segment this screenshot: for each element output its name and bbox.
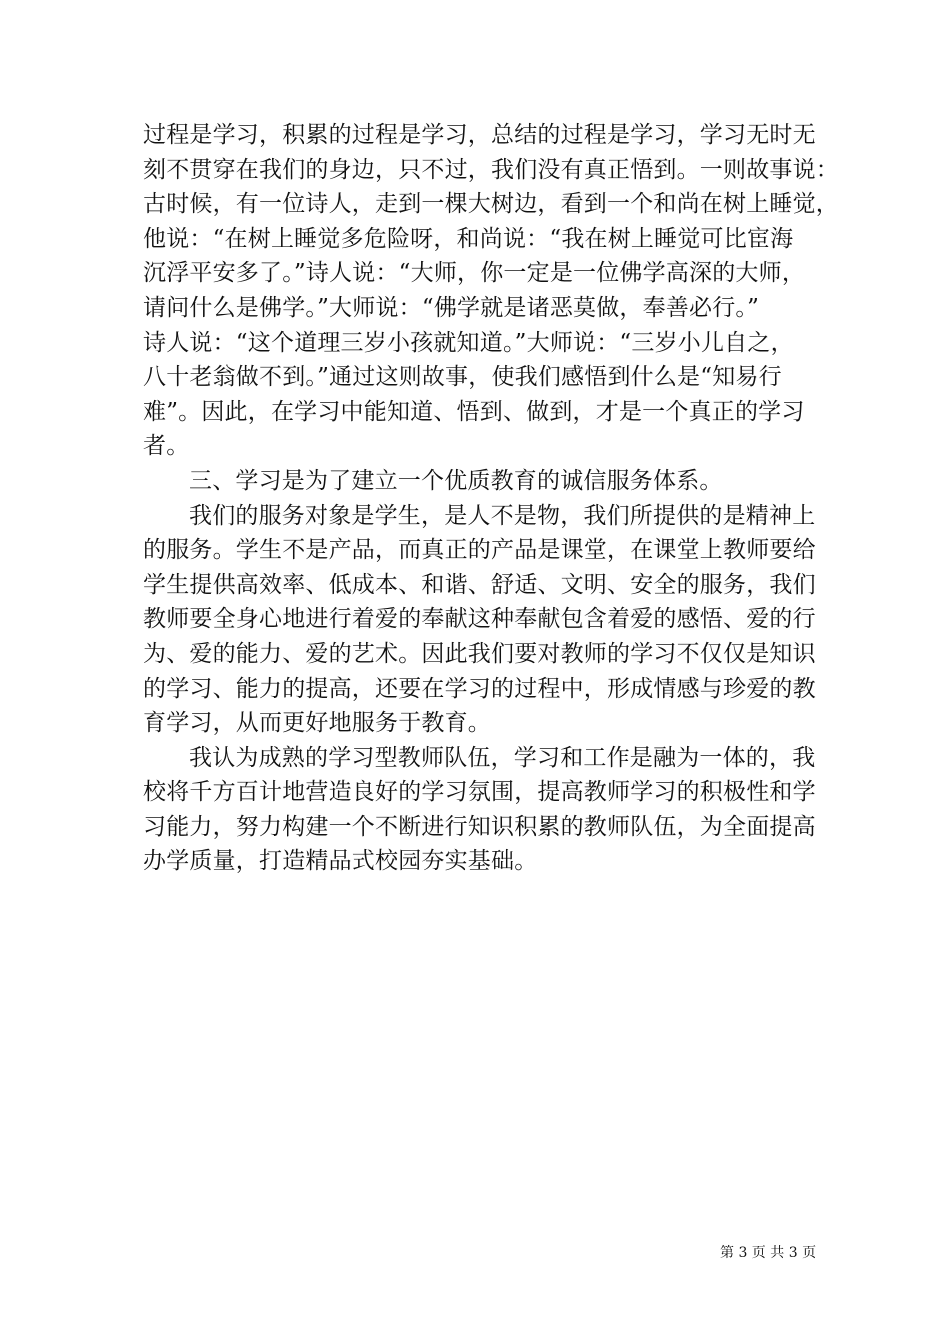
section-heading: 三、学习是为了建立一个优质教育的诚信服务体系。 [189, 467, 723, 494]
text-line: 的学习、能力的提高，还要在学习的过程中，形成情感与珍爱的教 [143, 675, 816, 702]
text-line: 他说：“在树上睡觉多危险呀，和尚说：“我在树上睡觉可比宦海 [143, 225, 794, 252]
text-line: 古时候，有一位诗人，走到一棵大树边，看到一个和尚在树上睡觉， [143, 191, 839, 218]
text-line: 刻不贯穿在我们的身边，只不过，我们没有真正悟到。一则故事说： [143, 156, 839, 183]
text-line: 我们的服务对象是学生，是人不是物，我们所提供的是精神上 [189, 502, 816, 529]
text-line: 过程是学习，积累的过程是学习，总结的过程是学习，学习无时无 [143, 122, 816, 148]
text-line: 诗人说：“这个道理三岁小孩就知道。”大师说：“三岁小儿自之， [143, 329, 794, 356]
page-number-footer: 第 3 页 共 3 页 [720, 1245, 817, 1261]
text-line: 我认为成熟的学习型教师队伍，学习和工作是融为一体的，我 [189, 744, 816, 771]
text-line: 办学质量，打造精品式校园夯实基础。 [143, 848, 538, 875]
text-line: 请问什么是佛学。”大师说：“佛学就是诸恶莫做，奉善必行。” [143, 294, 760, 321]
text-line: 者。 [143, 433, 190, 460]
text-line: 为、爱的能力、爱的艺术。因此我们要对教师的学习不仅仅是知识 [143, 640, 816, 667]
body-text [143, 118, 839, 879]
text-line: 教师要全身心地进行着爱的奉献这种奉献包含着爱的感悟、爱的行 [143, 606, 816, 633]
text-line: 沉浮平安多了。”诗人说：“大师，你一定是一位佛学高深的大师， [143, 260, 806, 287]
text-line: 校将千方百计地营造良好的学习氛围，提高教师学习的积极性和学 [143, 779, 816, 806]
text-line: 难”。因此，在学习中能知道、悟到、做到，才是一个真正的学习 [143, 398, 805, 425]
text-line: 八十老翁做不到。”通过这则故事，使我们感悟到什么是“知易行 [143, 364, 782, 391]
text-line: 习能力，努力构建一个不断进行知识积累的教师队伍，为全面提高 [143, 813, 816, 840]
text-line: 育学习，从而更好地服务于教育。 [143, 710, 491, 737]
text-line: 学生提供高效率、低成本、和谐、舒适、文明、安全的服务，我们 [143, 571, 816, 598]
text-line: 的服务。学生不是产品，而真正的产品是课堂，在课堂上教师要给 [143, 537, 816, 564]
